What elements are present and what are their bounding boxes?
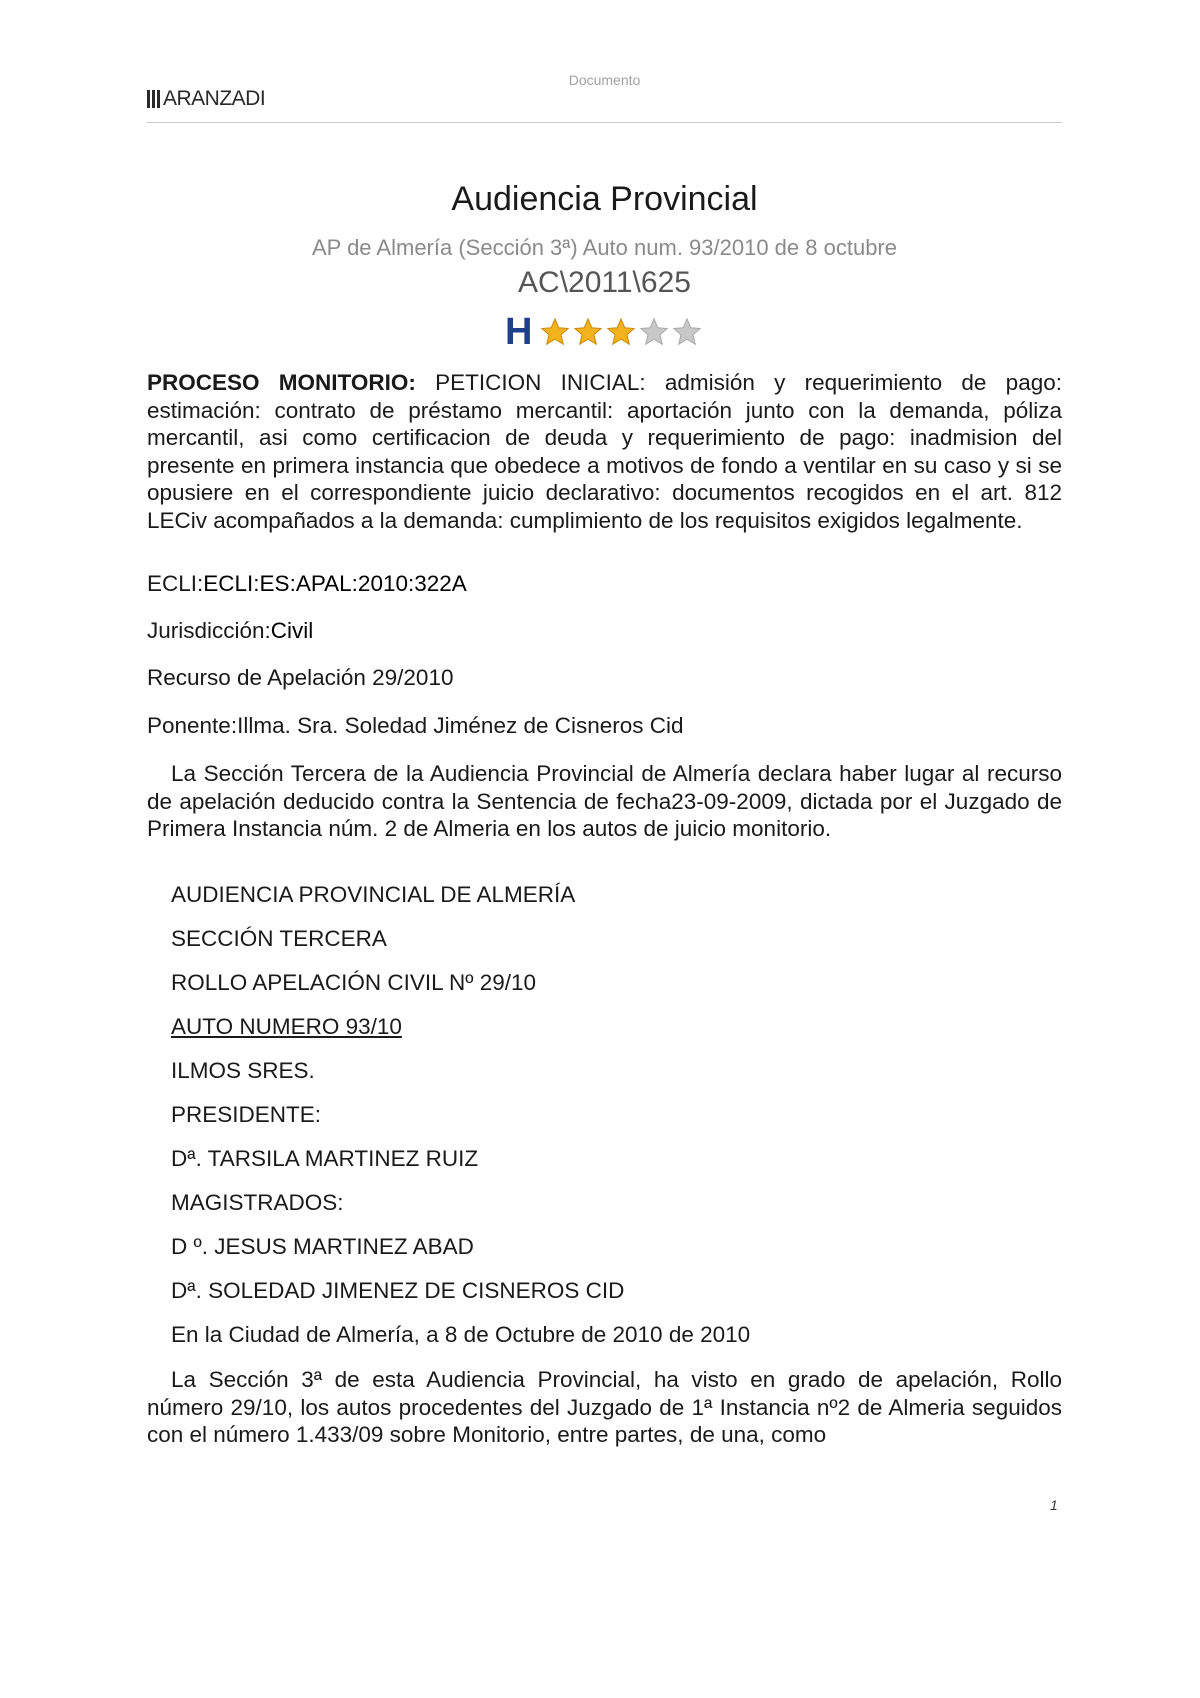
ecli-value: ECLI:ES:APAL:2010:322A xyxy=(203,571,467,596)
star-icon xyxy=(639,317,669,347)
header-document-label: Documento xyxy=(568,72,641,88)
star-icon xyxy=(540,317,570,347)
relevance-rating xyxy=(505,312,705,352)
star-icon xyxy=(606,317,636,347)
ecli-line xyxy=(147,570,467,598)
intro-paragraph: La Sección Tercera de la Audiencia Provincial de Almería declara haber lugar al recurso de apelación deducido contra la Sentencia de fecha23-09-2009, dictada por el Juzgado de Primera Instancia núm. 2 de Almeria en los autos de juicio monitorio. xyxy=(147,761,1062,841)
body-line-underlined: AUTO NUMERO 93/10 xyxy=(171,1014,402,1039)
body-line: Dª. TARSILA MARTINEZ RUIZ xyxy=(171,1146,479,1171)
summary-label: PROCESO MONITORIO: xyxy=(147,370,416,395)
closing-paragraph: La Sección 3ª de esta Audiencia Provincial, ha visto en grado de apelación, Rollo número 29/10, los autos procedentes del Juzgado de 1ª Instancia nº2 de Almeria seguidos con el número 1.433/09 sobre Monitorio, entre partes, de una, como xyxy=(147,1367,1062,1447)
summary-text: PETICION INICIAL: admisión y requerimiento de pago: estimación: contrato de préstamo mercantil: aportación junto con la demanda, póliza mercantil, asi como certificacion de deuda y requerimiento de pago: inadmision del presente en primera instancia que obedece a motivos de fondo a ventilar en su caso y si se opusiere en el correspondiente juicio declarativo: documentos recogidos en el art. 812 LECiv acompañados a la demanda: cumplimiento de los requisitos exigidos legalmente. xyxy=(147,370,1062,533)
appeal-line: Recurso de Apelación 29/2010 xyxy=(147,665,454,690)
page-header xyxy=(147,72,1062,123)
star-icon xyxy=(672,317,702,347)
document-summary xyxy=(147,369,1062,534)
body-line: ILMOS SRES. xyxy=(171,1058,315,1083)
body-line: AUDIENCIA PROVINCIAL DE ALMERÍA xyxy=(171,882,576,907)
ecli-label: ECLI: xyxy=(147,571,204,596)
body-line: D º. JESUS MARTINEZ ABAD xyxy=(171,1234,474,1259)
document-reference: AC\2011\625 xyxy=(518,266,691,299)
jurisdiction-label: Jurisdicción: xyxy=(147,618,271,643)
jurisdiction-line xyxy=(147,617,313,645)
aranzadi-logo xyxy=(147,88,265,110)
document-subtitle: AP de Almería (Sección 3ª) Auto num. 93/2010 de 8 octubre xyxy=(312,235,897,260)
body-line: ROLLO APELACIÓN CIVIL Nº 29/10 xyxy=(171,970,537,995)
rapporteur-line: Ponente:Illma. Sra. Soledad Jiménez de Cisneros Cid xyxy=(147,713,684,738)
star-icon xyxy=(573,317,603,347)
body-line: En la Ciudad de Almería, a 8 de Octubre de 2010 de 2010 xyxy=(171,1322,751,1347)
body-line: PRESIDENTE: xyxy=(171,1102,322,1127)
h-badge: H xyxy=(505,311,533,353)
body-line: Dª. SOLEDAD JIMENEZ DE CISNEROS CID xyxy=(171,1278,625,1303)
page-number: 1 xyxy=(1050,1497,1058,1513)
logo-bars-icon xyxy=(147,90,160,108)
body-line: MAGISTRADOS: xyxy=(171,1190,344,1215)
jurisdiction-value: Civil xyxy=(270,618,314,643)
body-line: SECCIÓN TERCERA xyxy=(171,926,387,951)
logo-text: ARANZADI xyxy=(163,87,266,110)
page-title: Audiencia Provincial xyxy=(451,180,758,218)
